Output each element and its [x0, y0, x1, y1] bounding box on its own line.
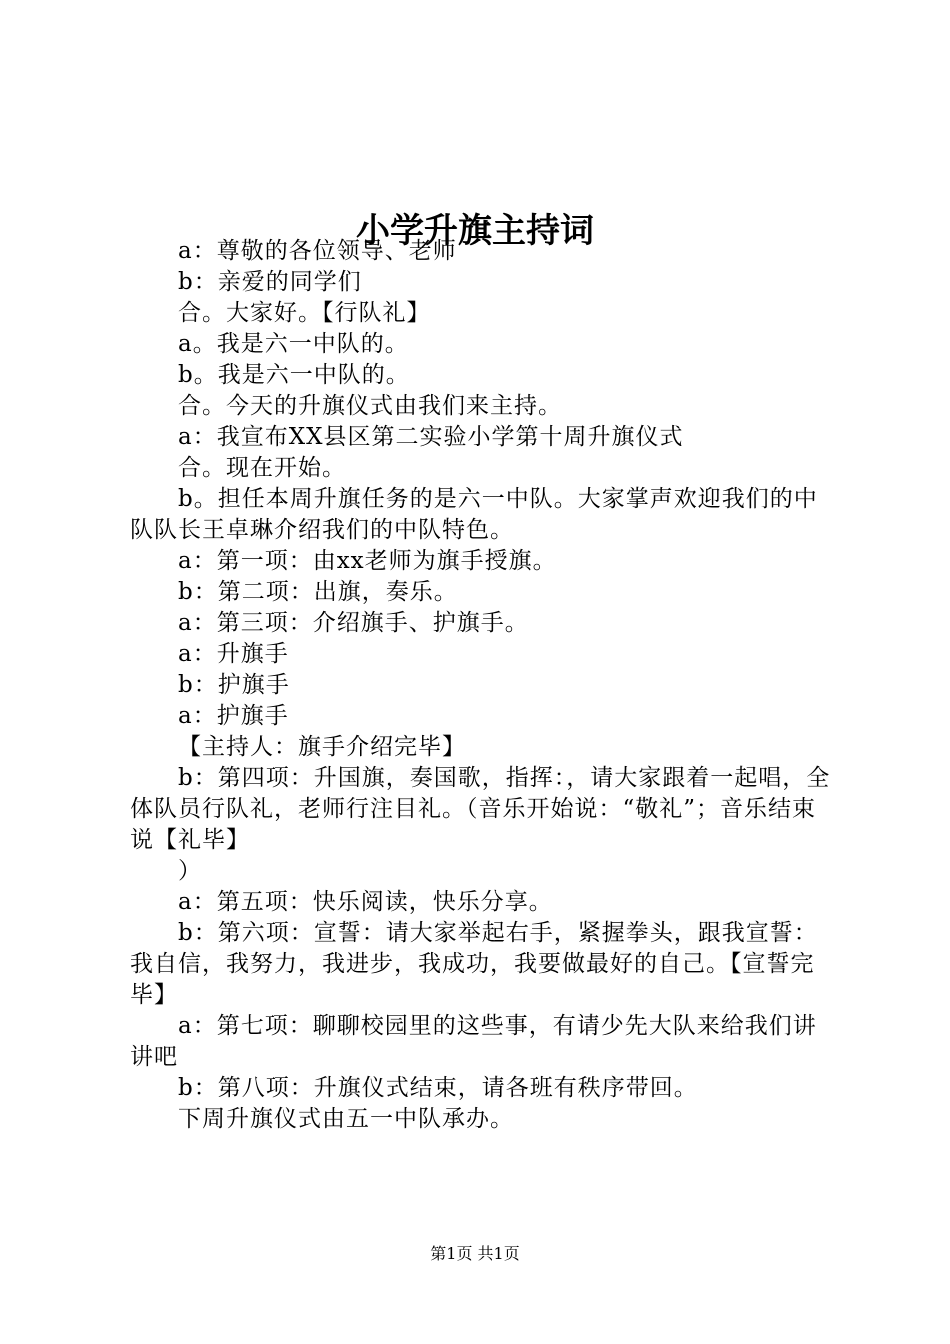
paragraph: a：第七项：聊聊校园里的这些事，有请少先大队来给我们讲讲吧	[130, 1013, 817, 1070]
paragraph: 合。现在开始。	[178, 455, 346, 481]
document-title: 小学升旗主持词	[356, 210, 594, 251]
paragraph: b：第八项：升旗仪式结束，请各班有秩序带回。	[178, 1075, 698, 1101]
paragraph: a：第三项：介绍旗手、护旗手。	[178, 610, 529, 636]
paragraph: a：护旗手	[178, 703, 289, 729]
paragraph: b。我是六一中队的。	[178, 362, 410, 388]
paragraph: a。我是六一中队的。	[178, 331, 409, 357]
paragraph: 合。大家好。【行队礼】	[178, 300, 431, 326]
paragraph: a：第一项：由xx老师为旗手授旗。	[178, 548, 557, 574]
paragraph: ）	[178, 858, 202, 884]
paragraph: a：我宣布XX县区第二实验小学第十周升旗仪式	[178, 424, 684, 450]
paragraph: 合。今天的升旗仪式由我们来主持。	[178, 393, 562, 419]
paragraph: a：尊敬的各位领导、老师	[178, 238, 457, 264]
page-footer: 第1页 共1页	[430, 1244, 520, 1263]
paragraph: a：第五项：快乐阅读，快乐分享。	[178, 889, 553, 915]
paragraph: a：升旗手	[178, 641, 289, 667]
paragraph: b：亲爱的同学们	[178, 269, 362, 295]
paragraph: b：第四项：升国旗，奏国歌，指挥：，请大家跟着一起唱，全体队员行队礼，老师行注目礼。（音乐开始说：“敬礼”；音乐结束说【礼毕】	[130, 765, 831, 853]
paragraph: b。担任本周升旗任务的是六一中队。大家掌声欢迎我们的中队队长王卓琳介绍我们的中队特色。	[130, 486, 818, 543]
paragraph: 【主持人：旗手介绍完毕】	[178, 734, 466, 760]
paragraph: 下周升旗仪式由五一中队承办。	[178, 1106, 514, 1132]
document-body	[130, 236, 832, 1135]
paragraph: b：第二项：出旗，奏乐。	[178, 579, 458, 605]
paragraph: b：第六项：宣誓：请大家举起右手，紧握拳头，跟我宣誓：我自信，我努力，我进步，我成功，我要做最好的自己。【宣誓完毕】	[130, 920, 818, 1008]
paragraph: b：护旗手	[178, 672, 290, 698]
